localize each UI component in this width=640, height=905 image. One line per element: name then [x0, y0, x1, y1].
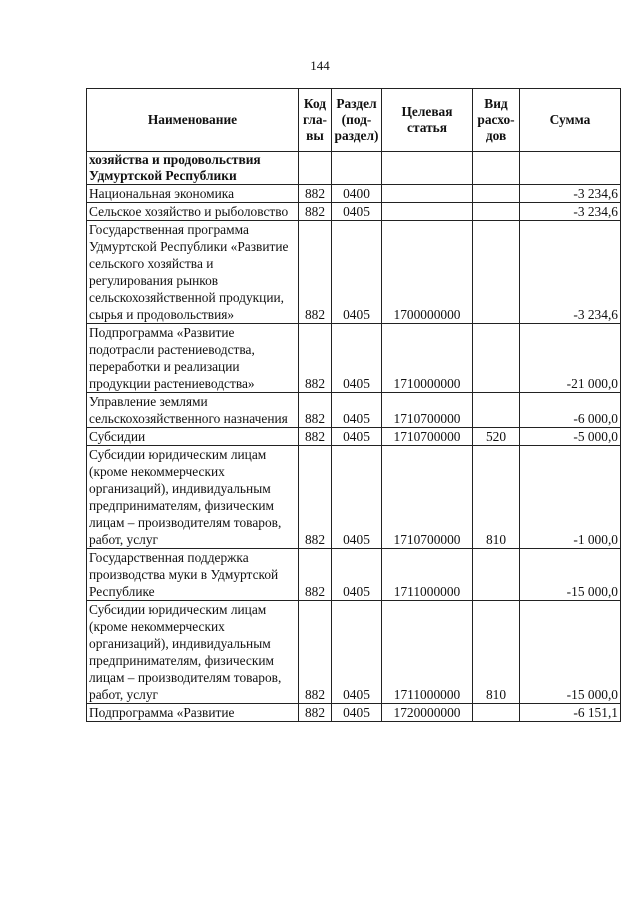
row-section: 0405: [332, 393, 382, 428]
row-sum: -15 000,0: [520, 601, 621, 704]
row-name: Государственная поддержка производства муки в Удмуртской Республике: [87, 549, 299, 601]
row-name: Национальная экономика: [87, 185, 299, 203]
row-name: Подпрограмма «Развитие: [87, 704, 299, 722]
header-sum: Сумма: [520, 89, 621, 152]
table-row: [87, 221, 621, 324]
row-name: Государственная программа Удмуртской Республики «Развитие сельского хозяйства и регулирования рынков сельскохозяйственной продукции, сырья и продовольствия»: [87, 221, 299, 324]
table-row: [87, 704, 621, 722]
header-code: Код гла-вы: [299, 89, 332, 152]
row-target: 1710000000: [382, 324, 473, 393]
table-row: [87, 393, 621, 428]
row-target: 1711000000: [382, 601, 473, 704]
row-type: [473, 221, 520, 324]
header-target: Целевая статья: [382, 89, 473, 152]
row-sum: -6 000,0: [520, 393, 621, 428]
row-code: 882: [299, 428, 332, 446]
header-name: Наименование: [87, 89, 299, 152]
row-name: Субсидии юридическим лицам (кроме некоммерческих организаций), индивидуальным предпринимателям, физическим лицам – производителям товаров, работ, услуг: [87, 601, 299, 704]
row-section: [332, 152, 382, 185]
row-sum: -3 234,6: [520, 203, 621, 221]
row-section: 0405: [332, 601, 382, 704]
row-name: Субсидии юридическим лицам (кроме некоммерческих организаций), индивидуальным предпринимателям, физическим лицам – производителям товаров, работ, услуг: [87, 446, 299, 549]
row-type: [473, 152, 520, 185]
row-name: Подпрограмма «Развитие подотрасли растениеводства, переработки и реализации продукции растениеводства»: [87, 324, 299, 393]
row-sum: -3 234,6: [520, 221, 621, 324]
row-target: 1700000000: [382, 221, 473, 324]
row-target: 1710700000: [382, 393, 473, 428]
header-type: Вид расхо-дов: [473, 89, 520, 152]
row-sum: -15 000,0: [520, 549, 621, 601]
table-row: [87, 549, 621, 601]
row-type: 810: [473, 601, 520, 704]
row-target: 1710700000: [382, 428, 473, 446]
table-row: [87, 152, 621, 185]
table-row: [87, 203, 621, 221]
row-target: [382, 185, 473, 203]
row-target: 1711000000: [382, 549, 473, 601]
row-target: 1710700000: [382, 446, 473, 549]
row-sum: [520, 152, 621, 185]
row-type: 520: [473, 428, 520, 446]
header-section: Раздел (под-раздел): [332, 89, 382, 152]
table-row: [87, 324, 621, 393]
row-type: 810: [473, 446, 520, 549]
row-target: [382, 152, 473, 185]
row-target: 1720000000: [382, 704, 473, 722]
row-name: Управление землями сельскохозяйственного назначения: [87, 393, 299, 428]
table-row: [87, 185, 621, 203]
table-row: [87, 601, 621, 704]
row-type: [473, 549, 520, 601]
table-row: [87, 446, 621, 549]
row-type: [473, 203, 520, 221]
page-number: 144: [310, 58, 330, 73]
row-code: 882: [299, 393, 332, 428]
row-sum: -6 151,1: [520, 704, 621, 722]
row-name: хозяйства и продовольствия Удмуртской Республики: [87, 152, 299, 185]
row-name: Субсидии: [87, 428, 299, 446]
budget-table: [86, 88, 621, 722]
row-section: 0405: [332, 203, 382, 221]
row-section: 0405: [332, 221, 382, 324]
row-section: 0400: [332, 185, 382, 203]
row-code: 882: [299, 601, 332, 704]
row-code: 882: [299, 324, 332, 393]
row-code: 882: [299, 549, 332, 601]
row-type: [473, 704, 520, 722]
row-code: 882: [299, 203, 332, 221]
row-code: 882: [299, 221, 332, 324]
row-target: [382, 203, 473, 221]
row-code: [299, 152, 332, 185]
table-header-row: [87, 89, 621, 152]
row-section: 0405: [332, 428, 382, 446]
row-name: Сельское хозяйство и рыболовство: [87, 203, 299, 221]
table-row: [87, 428, 621, 446]
row-section: 0405: [332, 704, 382, 722]
row-sum: -5 000,0: [520, 428, 621, 446]
row-code: 882: [299, 704, 332, 722]
row-section: 0405: [332, 446, 382, 549]
row-section: 0405: [332, 324, 382, 393]
row-code: 882: [299, 185, 332, 203]
row-sum: -1 000,0: [520, 446, 621, 549]
row-type: [473, 324, 520, 393]
row-type: [473, 393, 520, 428]
row-sum: -3 234,6: [520, 185, 621, 203]
row-type: [473, 185, 520, 203]
row-sum: -21 000,0: [520, 324, 621, 393]
row-code: 882: [299, 446, 332, 549]
row-section: 0405: [332, 549, 382, 601]
